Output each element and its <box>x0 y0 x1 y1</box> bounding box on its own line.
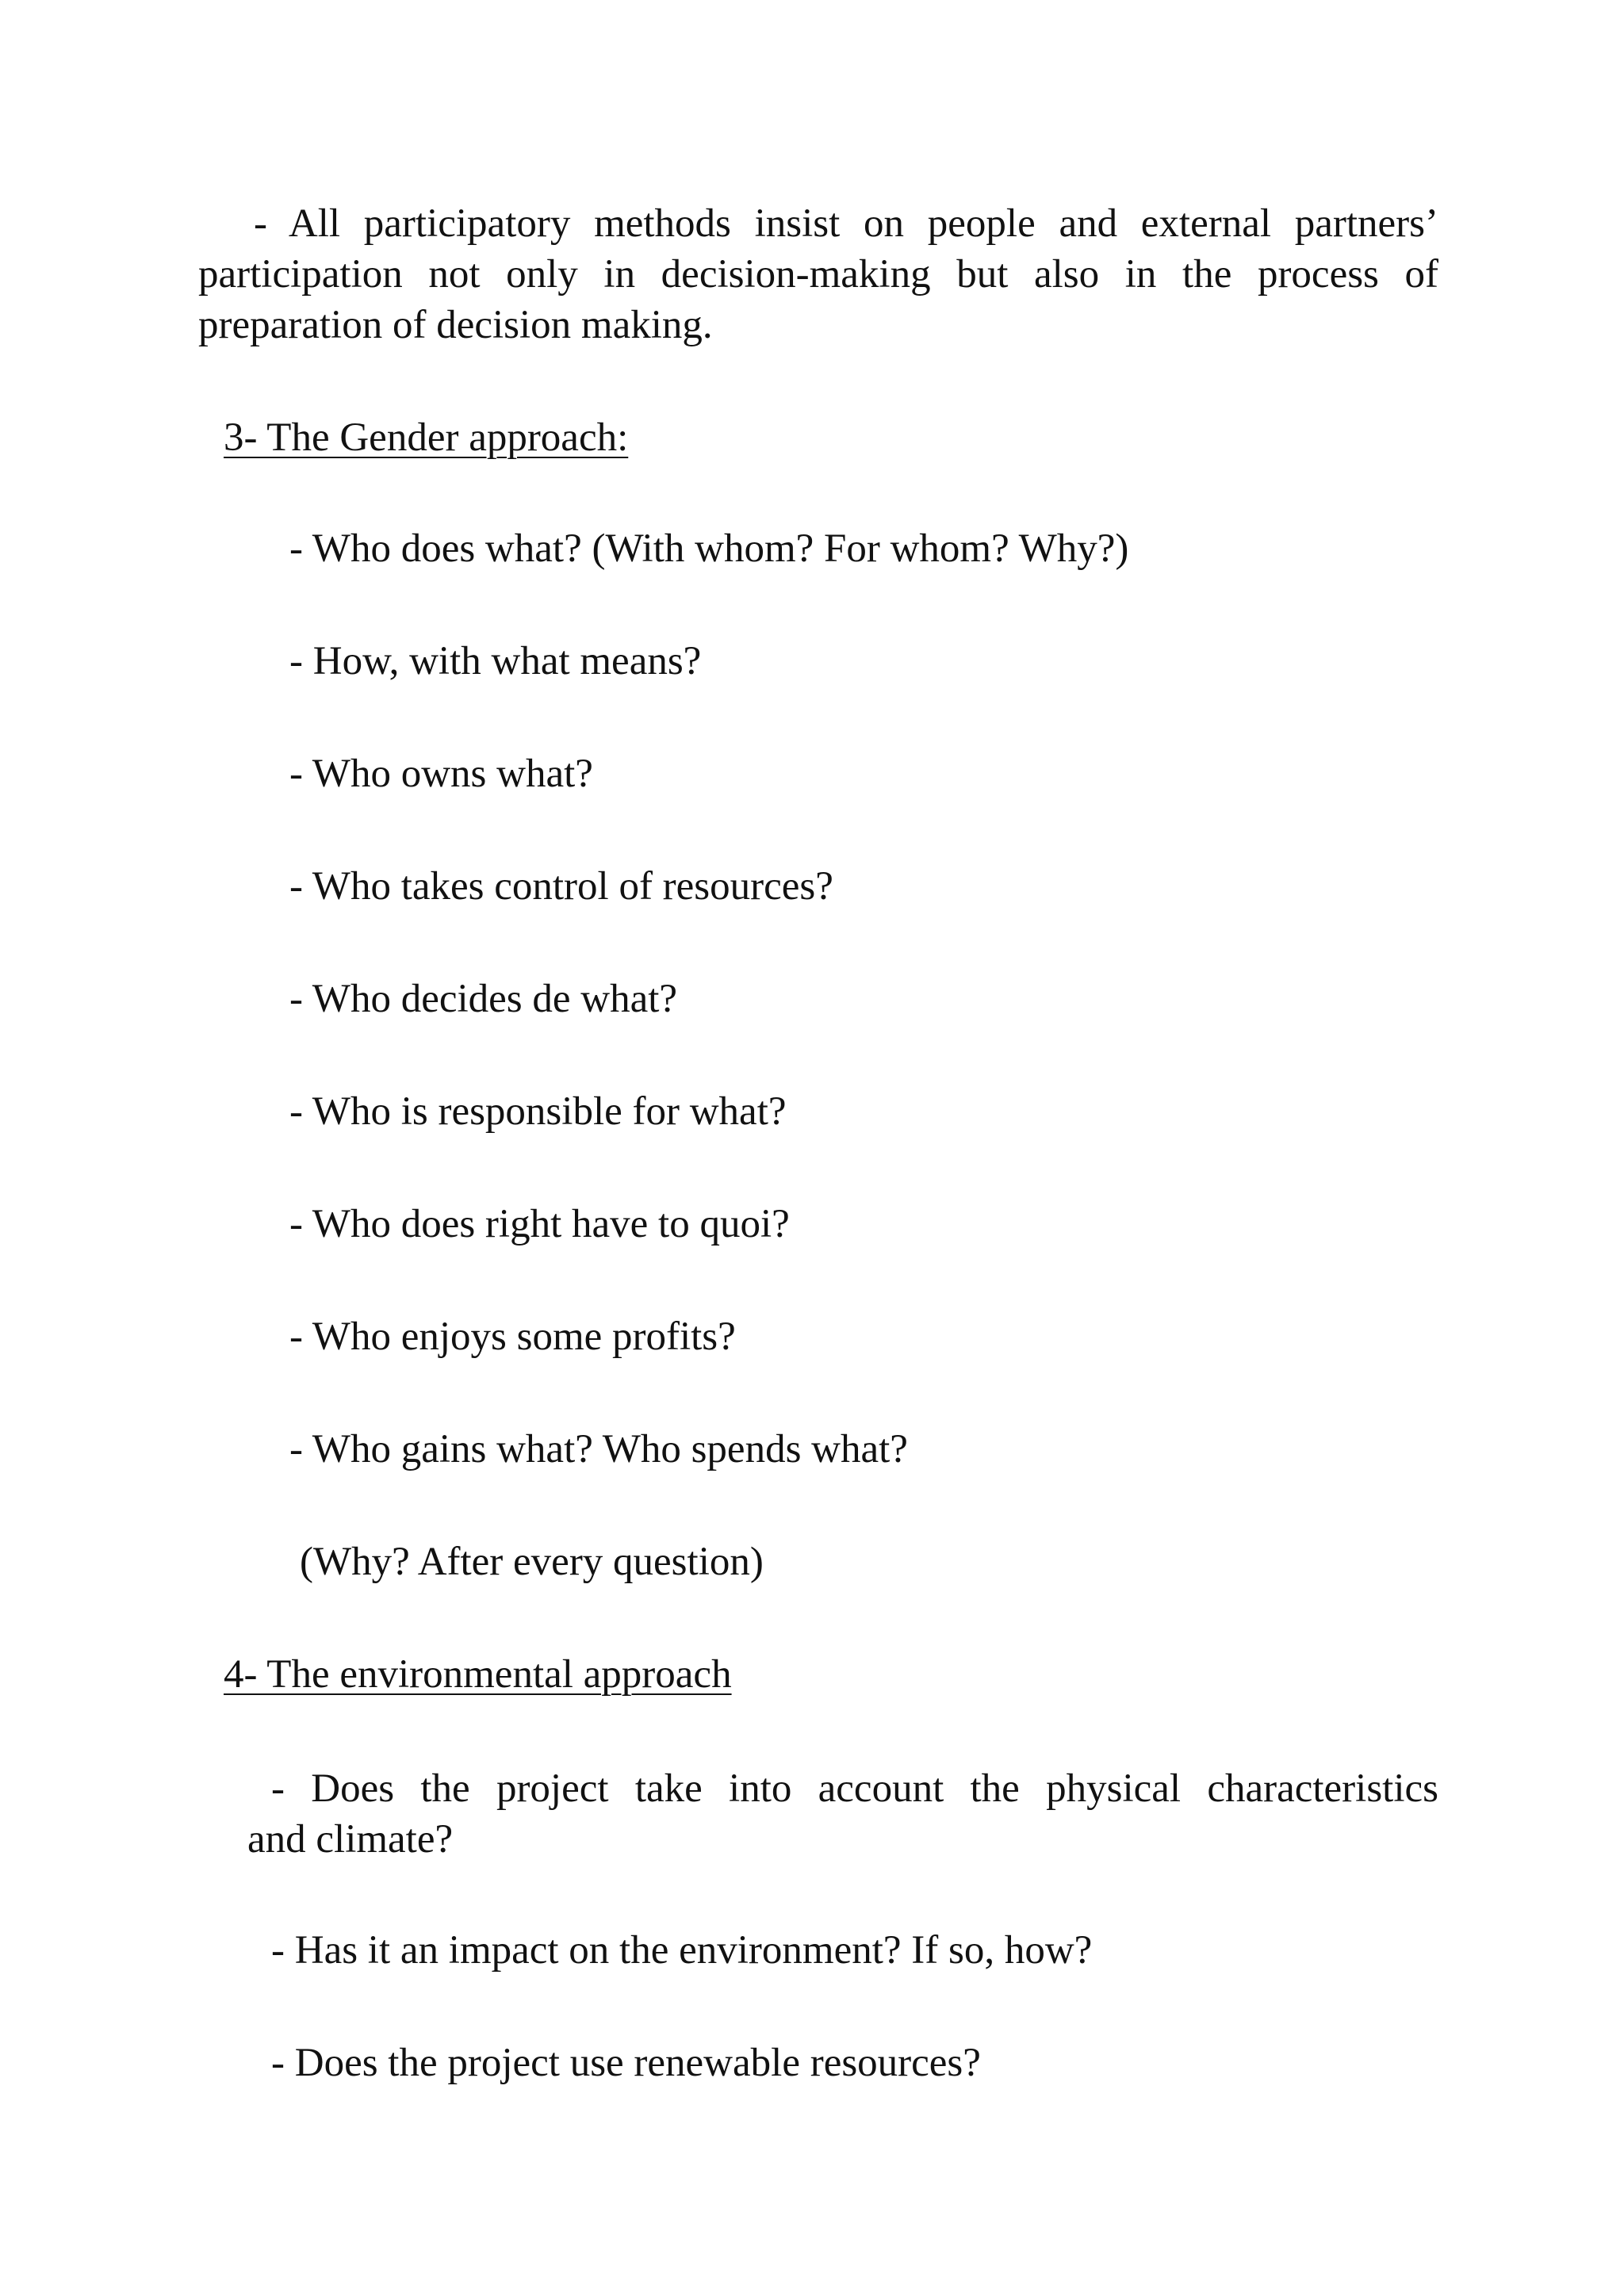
gender-question: - Who does right have to quoi? <box>289 1202 790 1246</box>
gender-note: (Why? After every question) <box>300 1540 764 1584</box>
gender-question: - Who takes control of resources? <box>289 864 833 909</box>
environment-question-2: - Has it an impact on the environment? If so, how? <box>271 1928 1093 1973</box>
gender-question: - Who does what? (With whom? For whom? Why?) <box>289 526 1129 571</box>
gender-question: - Who enjoys some profits? <box>289 1314 736 1359</box>
gender-question: - Who gains what? Who spends what? <box>289 1427 908 1471</box>
gender-question: - Who owns what? <box>289 752 593 796</box>
intro-line-3: preparation of decision making. <box>198 303 713 347</box>
gender-approach-heading: 3- The Gender approach: <box>224 415 629 460</box>
intro-line-2: participation not only in decision-making but also in the process of <box>198 252 1438 297</box>
gender-question: - Who decides de what? <box>289 977 678 1021</box>
gender-question: - Who is responsible for what? <box>289 1089 787 1134</box>
environment-question-1-line-2: and climate? <box>247 1817 454 1862</box>
intro-line-1: - All participatory methods insist on people and external partners’ <box>254 201 1438 246</box>
environment-question-1-line-1: - Does the project take into account the physical characteristics <box>271 1766 1438 1811</box>
gender-question: - How, with what means? <box>289 639 702 683</box>
environmental-approach-heading: 4- The environmental approach <box>224 1652 732 1697</box>
environment-question-3: - Does the project use renewable resources? <box>271 2041 981 2085</box>
